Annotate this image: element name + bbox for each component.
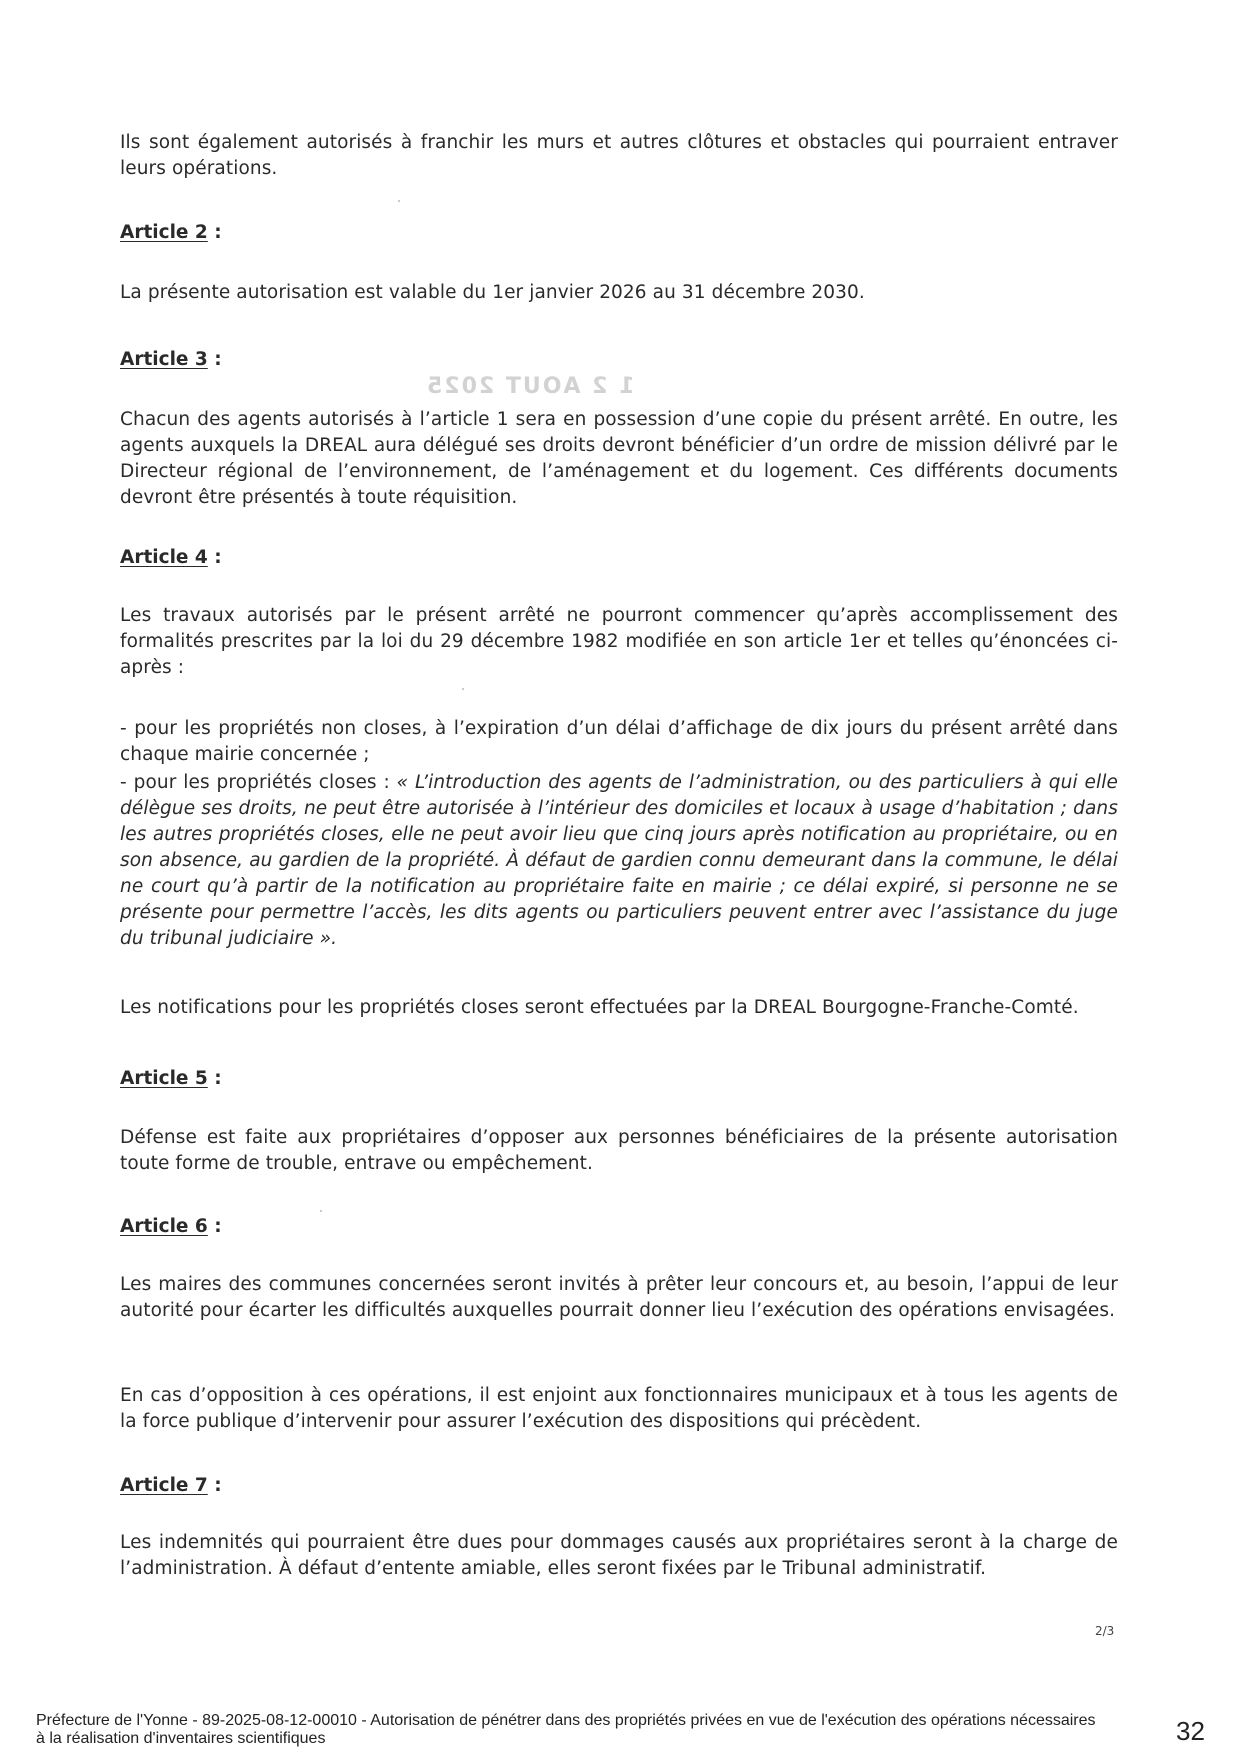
article-2-text: La présente autorisation est valable du 1er janvier 2026 au 31 décembre 2030. [120, 282, 865, 303]
scan-speck [320, 1210, 322, 1212]
article-6-heading [120, 1214, 222, 1240]
article-4-closed-properties [120, 770, 1118, 952]
heading-colon: : [207, 1216, 222, 1237]
article-6-paragraph-2: En cas d’opposition à ces opérations, il est enjoint aux fonctionnaires municipaux et à tous les agents de la force publique d’intervenir pour assurer l’exécution des dispositions qui précèdent. [120, 1385, 1118, 1432]
heading-colon: : [207, 349, 222, 370]
intro-paragraph: Ils sont également autorisés à franchir les murs et autres clôtures et obstacles qui pourraient entraver leurs opérations. [120, 132, 1118, 179]
heading-colon: : [207, 1475, 222, 1496]
article-2-title: Article 2 [120, 222, 208, 243]
article-4-notifications: Les notifications pour les propriétés closes seront effectuées par la DREAL Bourgogne-Franche-Comté. [120, 997, 1079, 1018]
heading-colon: : [207, 1068, 222, 1089]
article-2-heading [120, 220, 222, 246]
scan-speck [398, 200, 400, 202]
article-3-text: Chacun des agents autorisés à l’article 1 sera en possession d’une copie du présent arrêté. En outre, les agents auxquels la DREAL aura délégué ses droits devront bénéficier d’un ordre de mission délivré par le Directeur régional de l’environnement, de l’aménagement et du logement. Ces différents documents devront être présentés à toute réquisition. [120, 409, 1118, 508]
article-5-title: Article 5 [120, 1068, 208, 1089]
article-3-heading [120, 347, 222, 373]
footer-page-number: 32 [1176, 1716, 1205, 1746]
closed-properties-quote: « L’introduction des agents de l’administration, ou des particuliers à qui elle délègue ses droits, ne peut être autorisée à l’intérieur des domiciles et locaux à usage d’habitation ; dans les autres propriétés closes, elle ne peut avoir lieu que cinq jours après notification au propriétaire, ou en son absence, au gardien de la propriété. À défaut de gardien connu demeurant dans la commune, le délai ne court qu’à partir de la notification au propriétaire faite en mairie ; ce délai expiré, si personne ne se présente pour permettre l’accès, les dits agents ou particuliers peuvent entrer avec l’assistance du juge du tribunal judiciaire ». [120, 772, 1118, 949]
article-7-text: Les indemnités qui pourraient être dues pour dommages causés aux propriétaires seront à la charge de l’administration. À défaut d’entente amiable, elles seront fixées par le Tribunal administratif. [120, 1532, 1118, 1579]
article-4-title: Article 4 [120, 547, 208, 568]
article-4-paragraph-1: Les travaux autorisés par le présent arrêté ne pourront commencer qu’après accomplissement des formalités prescrites par la loi du 29 décembre 1982 modifiée en son article 1er et telles qu’énoncées ci-après : [120, 605, 1118, 678]
article-3-title: Article 3 [120, 349, 208, 370]
received-date-stamp: 1 2 AOUT 2025 [425, 374, 635, 399]
heading-colon: : [207, 222, 222, 243]
article-6-paragraph-1: Les maires des communes concernées seront invités à prêter leur concours et, au besoin, l’appui de leur autorité pour écarter les difficultés auxquelles pourrait donner lieu l’exécution des opérations envisagées. [120, 1274, 1118, 1321]
article-7-heading [120, 1473, 222, 1499]
closed-properties-label: - pour les propriétés closes : [120, 772, 397, 793]
article-7-title: Article 7 [120, 1475, 208, 1496]
heading-colon: : [207, 547, 222, 568]
article-5-heading [120, 1066, 222, 1092]
article-4-non-closed-properties: - pour les propriétés non closes, à l’expiration d’un délai d’affichage de dix jours du présent arrêté dans chaque mairie concernée ; [120, 718, 1118, 765]
footer-reference: Préfecture de l'Yonne - 89-2025-08-12-00010 - Autorisation de pénétrer dans des propriétés privées en vue de l'exécution des opérations nécessaires à la réalisation d'inventaires scientifiques [36, 1712, 1096, 1747]
article-5-text: Défense est faite aux propriétaires d’opposer aux personnes bénéficiaires de la présente autorisation toute forme de trouble, entrave ou empêchement. [120, 1127, 1118, 1174]
article-6-title: Article 6 [120, 1216, 208, 1237]
page-indicator: 2/3 [1095, 1624, 1115, 1638]
scan-speck [462, 688, 464, 690]
article-4-heading [120, 545, 222, 571]
